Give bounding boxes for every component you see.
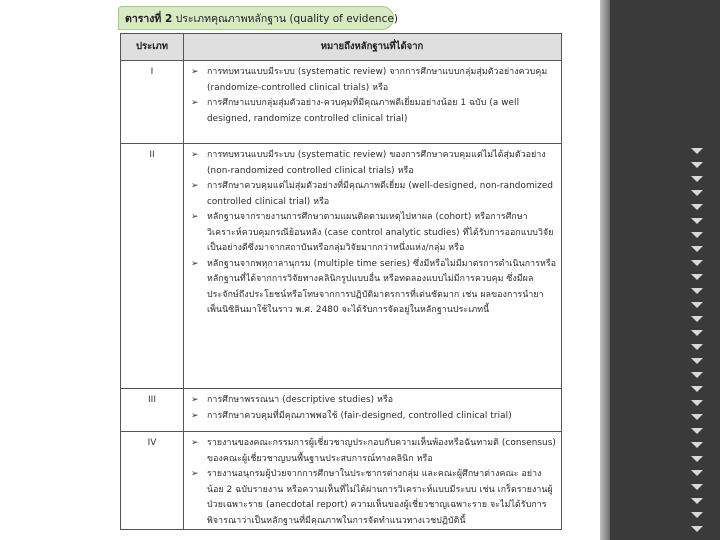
header-level: ประเภท <box>121 34 184 60</box>
list-item <box>189 393 557 409</box>
table-caption <box>118 6 398 30</box>
item-text: การศึกษาพรรณนา (descriptive studies) หรือ <box>207 395 394 405</box>
item-text: หลักฐานจากรายงานการศึกษาตามแผนติดตามเหตุไปหาผล (cohort) หรือการศึกษาวิเคราะห์ควบคุมกรณีย้อนหลัง (case control analytic studies) ที่ได้รับการออกแบบวิจัยเป็นอย่างดีซึ่งมาจากสถาบันหรือกลุ่มวิจัยมากกว่าหนึ่งแห่ง/กลุ่ม หรือ <box>207 212 554 253</box>
table-header <box>121 34 561 61</box>
evidence-level: II <box>149 150 155 160</box>
chevron-strip-icon <box>691 0 705 540</box>
evidence-table <box>120 33 562 530</box>
evidence-level: IV <box>147 438 157 448</box>
evidence-level: III <box>148 395 156 405</box>
list-item <box>189 210 557 257</box>
table-row <box>121 389 561 432</box>
chevron-down-icon <box>691 456 703 462</box>
item-text: หลักฐานจากพหุกาลานุกรม (multiple time series) ซึ่งมีหรือไม่มีมาตรการดำเนินการหรือ หลักฐานที่ได้จากการวิจัยทางคลินิกรูปแบบอื่น หรือทดลองแบบไม่มีการควบคุม ซึ่งมีผลประจักษ์ถึงประโยชน์หรือโทษจากการปฏิบัติมาตรการที่เด่นชัดมาก เช่น ผลของการนำยาเพ็นนิซิลินมาใช้ในราว พ.ศ. 2480 จะได้รับการจัดอยู่ในหลักฐานประเภทนี้ <box>207 258 557 315</box>
list-item <box>189 148 557 179</box>
chevron-down-icon <box>691 498 703 504</box>
chevron-down-icon <box>691 428 703 434</box>
chevron-down-icon <box>691 330 703 336</box>
table-row <box>121 61 561 144</box>
chevron-down-icon <box>691 512 703 518</box>
arrow-bullet-icon: ➢ <box>191 150 199 160</box>
arrow-bullet-icon: ➢ <box>191 258 199 269</box>
chevron-down-icon <box>691 288 703 294</box>
caption-text: ประเภทคุณภาพหลักฐาน (quality of evidence) <box>175 13 398 25</box>
list-item <box>189 467 557 529</box>
list-item <box>189 257 557 319</box>
chevron-down-icon <box>691 484 703 490</box>
chevron-down-icon <box>691 302 703 308</box>
item-text: รายงานของคณะกรรมการผู้เชี่ยวชาญประกอบกับความเห็นพ้องหรือฉันทามติ (consensus) ของคณะผู้เชี่ยวชาญบนพื้นฐานประสบการณ์ทางคลินิก หรือ <box>207 438 556 464</box>
chevron-down-icon <box>691 442 703 448</box>
list-item <box>189 96 557 127</box>
chevron-down-icon <box>691 372 703 378</box>
evidence-level: I <box>150 67 154 77</box>
list-item <box>189 409 557 425</box>
panel-edge <box>600 0 610 540</box>
chevron-down-icon <box>691 344 703 350</box>
chevron-down-icon <box>691 148 703 154</box>
item-text: การทบทวนแบบมีระบบ (systematic review) ของการศึกษาควบคุมแต่ไม่ได้สุ่มตัวอย่าง (non-randomized controlled clinical trials) หรือ <box>207 150 546 176</box>
chevron-down-icon <box>691 316 703 322</box>
item-text: การศึกษาควบคุมที่มีคุณภาพพอใช้ (fair-designed, controlled clinical trial) <box>207 410 512 421</box>
chevron-down-icon <box>691 526 703 532</box>
chevron-down-icon <box>691 162 703 168</box>
chevron-down-icon <box>691 190 703 196</box>
chevron-down-icon <box>691 204 703 210</box>
table-row <box>121 432 561 529</box>
arrow-bullet-icon: ➢ <box>191 212 199 222</box>
chevron-down-icon <box>691 400 703 406</box>
chevron-down-icon <box>691 274 703 280</box>
chevron-down-icon <box>691 260 703 266</box>
arrow-bullet-icon: ➢ <box>191 438 199 448</box>
chevron-down-icon <box>691 246 703 252</box>
item-text: รายงานอนุกรมผู้ป่วยจากการศึกษาในประชากรต่างกลุ่ม และคณะผู้ศึกษาต่างคณะ อย่างน้อย 2 ฉบับรายงาน หรือความเห็นที่ไม่ได้ผ่านการวิเคราะห์แบบมีระบบ เช่น เกร็ดรายงานผู้ป่วยเฉพาะราย (anecdotal report) ความเห็นของผู้เชี่ยวชาญเฉพาะราย จะไม่ได้รับการพิจารณาว่าเป็นหลักฐานที่มีคุณภาพในการจัดทำแนวทางเวชปฏิบัตินี้ <box>207 469 553 526</box>
arrow-bullet-icon: ➢ <box>191 98 199 108</box>
item-text: การศึกษาแบบกลุ่มสุ่มตัวอย่าง-ควบคุมที่มีคุณภาพดีเยี่ยมอย่างน้อย 1 ฉบับ (a well designed, randomize controlled clinical trial) <box>207 98 520 124</box>
item-text: การศึกษาควบคุมแต่ไม่สุ่มตัวอย่างที่มีคุณภาพดีเยี่ยม (well-designed, non-randomized controlled clinical trial) หรือ <box>207 181 554 207</box>
arrow-bullet-icon: ➢ <box>191 395 199 405</box>
item-text: การทบทวนแบบมีระบบ (systematic review) จากการศึกษาแบบกลุ่มสุ่มตัวอย่างควบคุม (randomize-controlled clinical trials) หรือ <box>207 67 548 93</box>
chevron-down-icon <box>691 218 703 224</box>
chevron-down-icon <box>691 358 703 364</box>
chevron-down-icon <box>691 414 703 420</box>
list-item <box>189 436 557 467</box>
chevron-down-icon <box>691 386 703 392</box>
arrow-bullet-icon: ➢ <box>191 469 199 479</box>
chevron-down-icon <box>691 232 703 238</box>
table-row <box>121 144 561 389</box>
caption-label: ตารางที่ 2 <box>125 13 173 25</box>
chevron-down-icon <box>691 176 703 182</box>
arrow-bullet-icon: ➢ <box>191 181 199 191</box>
arrow-bullet-icon: ➢ <box>191 67 199 77</box>
list-item <box>189 65 557 96</box>
chevron-down-icon <box>691 470 703 476</box>
list-item <box>189 179 557 210</box>
arrow-bullet-icon: ➢ <box>191 410 199 421</box>
header-source: หมายถึงหลักฐานที่ได้จาก <box>320 41 424 52</box>
